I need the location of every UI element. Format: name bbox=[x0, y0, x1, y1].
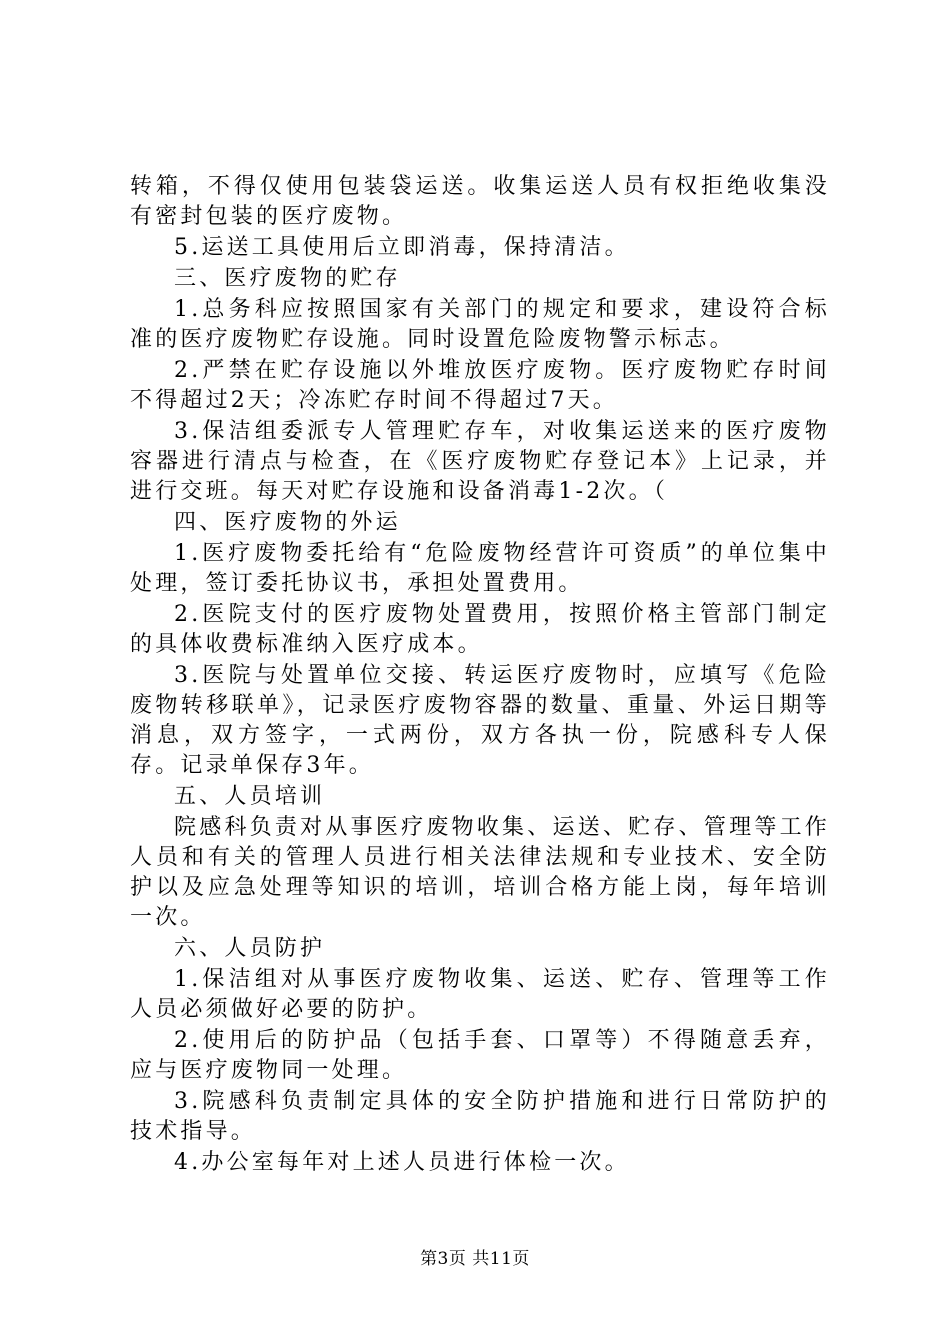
paragraph: 转箱，不得仅使用包装袋运送。收集运送人员有权拒绝收集没有密封包装的医疗废物。 bbox=[130, 174, 830, 229]
paragraph: 3.院感科负责制定具体的安全防护措施和进行日常防护的技术指导。 bbox=[130, 1089, 830, 1144]
paragraph: 1.总务科应按照国家有关部门的规定和要求，建设符合标准的医疗废物贮存设施。同时设置危险废物警示标志。 bbox=[130, 297, 830, 352]
page-footer bbox=[0, 1244, 950, 1269]
paragraph: 5.运送工具使用后立即消毒，保持清洁。 bbox=[174, 235, 630, 260]
paragraph: 3.保洁组委派专人管理贮存车，对收集运送来的医疗废物容器进行清点与检查，在《医疗废物贮存登记本》上记录，并进行交班。每天对贮存设施和设备消毒1-2次。（ bbox=[130, 419, 830, 504]
section-heading: 五、人员培训 bbox=[174, 784, 326, 809]
section-heading: 六、人员防护 bbox=[174, 936, 326, 961]
page-number-label: 第3页 共11页 bbox=[420, 1249, 530, 1269]
section-heading: 四、医疗废物的外运 bbox=[174, 510, 401, 535]
paragraph: 4.办公室每年对上述人员进行体检一次。 bbox=[174, 1150, 630, 1175]
paragraph: 1.医疗废物委托给有“危险废物经营许可资质”的单位集中处理，签订委托协议书，承担处置费用。 bbox=[130, 541, 830, 596]
paragraph: 1.保洁组对从事医疗废物收集、运送、贮存、管理等工作人员必须做好必要的防护。 bbox=[130, 967, 830, 1022]
paragraph: 2.严禁在贮存设施以外堆放医疗废物。医疗废物贮存时间不得超过2天；冷冻贮存时间不得超过7天。 bbox=[130, 358, 830, 413]
paragraph: 2.使用后的防护品（包括手套、口罩等）不得随意丢弃，应与医疗废物同一处理。 bbox=[130, 1028, 830, 1083]
paragraph: 院感科负责对从事医疗废物收集、运送、贮存、管理等工作人员和有关的管理人员进行相关法律法规和专业技术、安全防护以及应急处理等知识的培训，培训合格方能上岗，每年培训一次。 bbox=[130, 815, 830, 930]
section-heading: 三、医疗废物的贮存 bbox=[174, 266, 401, 291]
document-body bbox=[130, 172, 830, 1179]
paragraph: 2.医院支付的医疗废物处置费用，按照价格主管部门制定的具体收费标准纳入医疗成本。 bbox=[130, 602, 830, 657]
paragraph: 3.医院与处置单位交接、转运医疗废物时，应填写《危险废物转移联单》，记录医疗废物容器的数量、重量、外运日期等消息，双方签字，一式两份，双方各执一份，院感科专人保存。记录单保存3年。 bbox=[130, 663, 830, 778]
